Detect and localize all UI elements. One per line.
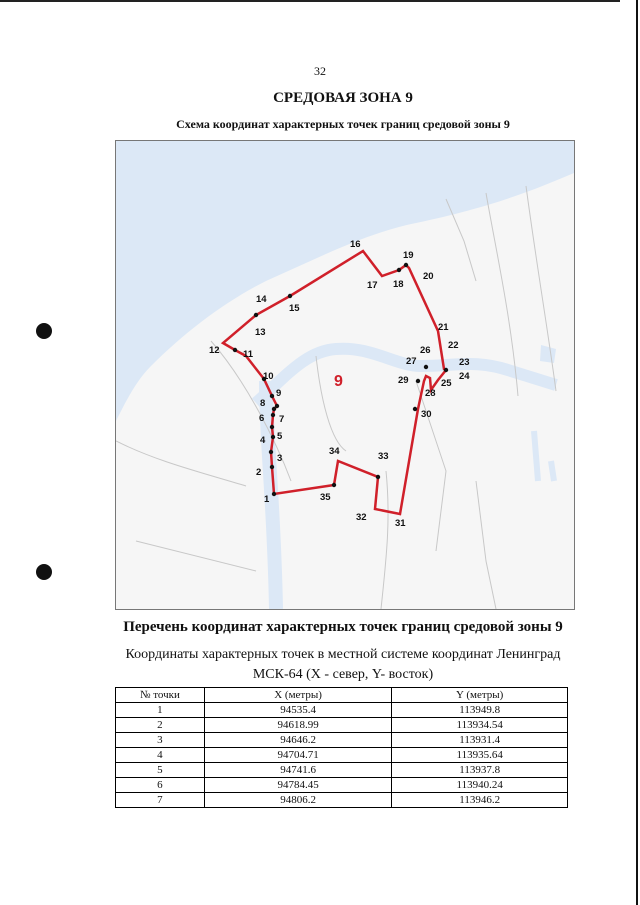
- cell-x: 94784.45: [204, 778, 392, 793]
- table-header-row: [116, 688, 568, 703]
- cell-point: 3: [116, 733, 205, 748]
- point-label: 35: [320, 492, 331, 503]
- point-label: 34: [329, 446, 340, 457]
- map-caption: Схема координат характерных точек границ средовой зоны 9: [176, 117, 510, 131]
- coordinates-table: [115, 687, 568, 808]
- point-label: 22: [448, 340, 459, 351]
- cell-point: 4: [116, 748, 205, 763]
- point-18: [397, 268, 401, 272]
- point-label: 13: [255, 327, 266, 338]
- point-label: 32: [356, 512, 367, 523]
- cell-point: 7: [116, 793, 205, 808]
- point-label: 27: [406, 356, 417, 367]
- point-13: [254, 313, 258, 317]
- point-label: 8: [260, 398, 266, 409]
- point-label: 4: [260, 435, 266, 446]
- cell-y: 113935.64: [392, 748, 568, 763]
- point-30: [413, 407, 417, 411]
- point-29: [416, 379, 420, 383]
- point-label: 29: [398, 375, 409, 386]
- point-24: [444, 368, 448, 372]
- table-row: [116, 793, 568, 808]
- point-label: 2: [256, 467, 262, 478]
- cell-x: 94646.2: [204, 733, 392, 748]
- point-label: 15: [289, 303, 300, 314]
- table-row: [116, 748, 568, 763]
- cell-y: 113931.4: [392, 733, 568, 748]
- point-label: 9: [276, 388, 282, 399]
- cell-x: 94704.71: [204, 748, 392, 763]
- table-row: [116, 778, 568, 793]
- cell-x: 94806.2: [204, 793, 392, 808]
- point-label: 1: [264, 494, 270, 505]
- point-11: [233, 348, 237, 352]
- cell-y: 113937.8: [392, 763, 568, 778]
- punch-hole-top: [36, 323, 52, 339]
- point-label: 25: [441, 378, 452, 389]
- point-label: 11: [243, 349, 254, 360]
- cell-y: 113946.2: [392, 793, 568, 808]
- point-9: [270, 394, 274, 398]
- table-row: [116, 763, 568, 778]
- point-label: 31: [395, 518, 406, 529]
- point-label: 7: [279, 414, 285, 425]
- point-4: [271, 435, 275, 439]
- point-label: 21: [438, 322, 449, 333]
- cell-x: 94741.6: [204, 763, 392, 778]
- column-header-y: Y (метры): [392, 688, 568, 703]
- page-edge-top: [0, 0, 620, 2]
- point-label: 3: [277, 453, 283, 464]
- point-1: [272, 492, 276, 496]
- cell-point: 1: [116, 703, 205, 718]
- water-area: [116, 141, 574, 421]
- point-35: [332, 483, 336, 487]
- pond: [540, 345, 556, 363]
- zone-map: [115, 140, 575, 610]
- table-row: [116, 733, 568, 748]
- point-33: [376, 475, 380, 479]
- point-5: [270, 425, 274, 429]
- point-19: [404, 263, 408, 267]
- cell-x: 94535.4: [204, 703, 392, 718]
- cell-point: 2: [116, 718, 205, 733]
- point-label: 26: [420, 345, 431, 356]
- point-label: 23: [459, 357, 470, 368]
- point-label: 24: [459, 371, 470, 382]
- table-row: [116, 703, 568, 718]
- column-header-point: № точки: [116, 688, 205, 703]
- cell-y: 113940.24: [392, 778, 568, 793]
- point-label: 14: [256, 294, 267, 305]
- point-15: [288, 294, 292, 298]
- table-row: [116, 718, 568, 733]
- point-label: 16: [350, 239, 361, 250]
- point-6: [271, 413, 275, 417]
- point-2: [270, 465, 274, 469]
- coordinate-system-line: МСК-64 (X - север, Y- восток): [252, 667, 434, 682]
- page-number: 32: [314, 64, 326, 78]
- column-header-x: X (метры): [204, 688, 392, 703]
- point-label: 12: [209, 345, 220, 356]
- channel-east: [534, 431, 554, 481]
- point-label: 20: [423, 271, 434, 282]
- point-label: 33: [378, 451, 389, 462]
- point-8: [275, 404, 279, 408]
- point-label: 17: [367, 280, 378, 291]
- page-edge-right: [636, 0, 638, 905]
- punch-hole-bottom: [36, 564, 52, 580]
- zone-map-svg: [116, 141, 574, 609]
- point-label: 28: [425, 388, 436, 399]
- cell-y: 113949.8: [392, 703, 568, 718]
- point-label: 10: [263, 371, 274, 382]
- point-26: [424, 365, 428, 369]
- point-label: 19: [403, 250, 414, 261]
- point-3: [269, 450, 273, 454]
- coordinate-system-line: Координаты характерных точек в местной системе координат Ленинград: [125, 647, 561, 662]
- document-title: СРЕДОВАЯ ЗОНА 9: [273, 90, 413, 106]
- cell-point: 5: [116, 763, 205, 778]
- coordinate-system-description: [0, 645, 640, 685]
- coordinates-list-title: Перечень координат характерных точек границ средовой зоны 9: [123, 619, 563, 635]
- cell-point: 6: [116, 778, 205, 793]
- point-label: 18: [393, 279, 404, 290]
- point-label: 6: [259, 413, 265, 424]
- zone-label: 9: [334, 373, 343, 390]
- point-label: 5: [277, 431, 283, 442]
- point-label: 30: [421, 409, 432, 420]
- cell-y: 113934.54: [392, 718, 568, 733]
- cell-x: 94618.99: [204, 718, 392, 733]
